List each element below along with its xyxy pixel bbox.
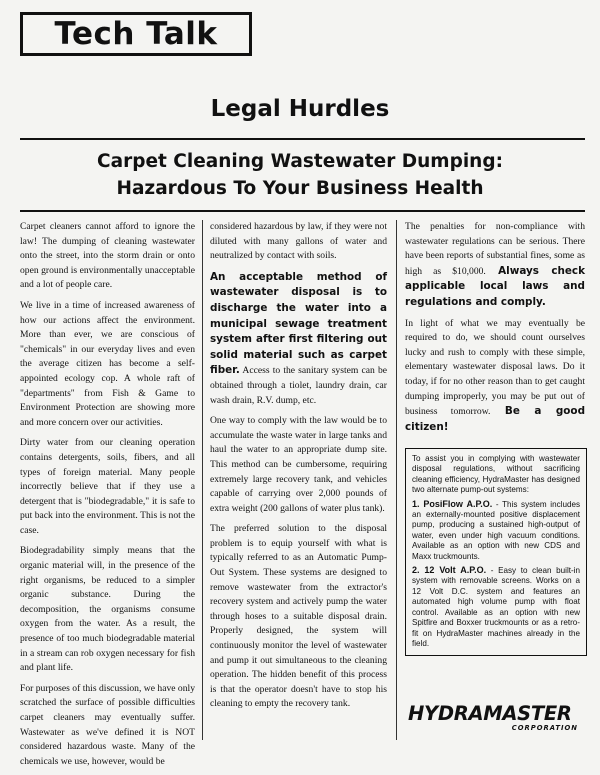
headline-line-2: Hazardous To Your Business Health	[116, 178, 484, 199]
option-1-text: - This system includes an externally-mounted positive displacement pump, producing a sustained high-output of water, even under high vacuum conditions. Available as an option with new CDS and Maxx truckmounts.	[412, 499, 580, 561]
paragraph: The preferred solution to the disposal problem is to equip yourself with what is typically referred to as an Automatic Pump-Out System. These systems are designed to remove wastewater from the extractor's recovery system and actively pump the water through hoses to a suitable disposal drain. Properly designed, the system will continuously monitor the level of wastewater and pump it out simultaneous to the cleaning operation. The hidden benefit of this process is that the operator doesn't have to stop his cleaning to empty the recovery tank.	[210, 523, 387, 710]
option-1-name: 1. PosiFlow A.P.O.	[412, 498, 493, 509]
paragraph: Biodegradability simply means that the organic material will, in the presence of the right organisms, be reduced to a simpler organic substance. During the decomposition, the organisms consume oxygen from the water. As a result, the presence of too much biodegradable material in a stream can rob oxygen necessary for fish and plant life.	[20, 545, 195, 674]
paragraph-text: The penalties for non-compliance with wastewater regulations can be serious. There have been reports of substantial fines, some as high as $10,000.	[405, 221, 585, 277]
logo-subtitle: CORPORATION	[511, 724, 578, 732]
section-title: Legal Hurdles	[210, 96, 390, 122]
paragraph	[405, 220, 585, 311]
paragraph-text: Access to the sanitary system can be obtained through a tiolet, laundry drain, car wash drain, R.V. dump, etc.	[210, 365, 387, 406]
hydramaster-logo	[408, 704, 586, 732]
paragraph: We live in a time of increased awareness of how our actions affect the environment. More than ever, we are conscious of "chemicals" in our everyday lives and even the average citizen has become a self-appointed ecology cop. A whole raft of "departments" from Fish & Game to Environment Protection are showing more and more concern over our activities.	[20, 299, 195, 428]
paragraph: One way to comply with the law would be to accumulate the waste water in large tanks and haul the water to an appropriate dump site. This method can be cumbersome, requiring extremely large recovery tank, and vehicles capable of carrying over 2,000 pounds of extra weight (200 gallons of water plus tank).	[210, 415, 387, 514]
emphasis-text: Always check applicable local laws and regulations and comply.	[405, 264, 585, 308]
article-column-1	[20, 220, 195, 775]
option-2-name: 2. 12 Volt A.P.O.	[412, 565, 487, 576]
paragraph	[210, 270, 387, 408]
article-column-3	[405, 220, 585, 441]
article-headline	[0, 148, 600, 202]
box-intro: To assist you in complying with wastewater disposal regulations, without sacrificing cleaning efficiency, HydraMaster has designed two alternate pump-out systems:	[412, 454, 580, 495]
option-2-text: - Easy to clean built-in system with removable screens. Works on a 12 Volt D.C. system and features an automated high volume pump with float control. Available as an option with new Spitfire and Boxxer truckmounts or as a retro-fit on HydraMaster machines already in the field.	[412, 566, 581, 648]
divider-top	[20, 138, 585, 140]
paragraph-text: In light of what we may eventually be required to do, we should count ourselves lucky and rush to comply with these simple, elementary wastewater disposal laws. Do it today, if for no other reason than to get caught dumping improperly, you may be put out of business tomorrow.	[405, 317, 585, 418]
option-1	[412, 499, 580, 562]
emphasis-text: Be a good citizen!	[405, 405, 586, 433]
logo-name: HYDRAMASTER	[408, 702, 572, 725]
divider-bottom	[20, 210, 585, 212]
article-column-2	[210, 220, 387, 718]
headline-line-1: Carpet Cleaning Wastewater Dumping:	[97, 151, 503, 172]
paragraph: considered hazardous by law, if they were not diluted with many gallons of water and neutralized by contact with soils.	[210, 221, 387, 262]
emphasis-text: An acceptable method of wastewater disposal is to discharge the water into a municipal sewage treatment system after first filtering out solid material such as carpet fiber.	[210, 270, 387, 377]
paragraph: For purposes of this discussion, we have only scratched the surface of possible difficulties carpet cleaners may eventually suffer. Wastewater as we've defined it is NOT considered hazardous waste. Many of the chemicals we use, however, would be	[20, 682, 195, 767]
option-2	[412, 565, 580, 649]
paragraph: Dirty water from our cleaning operation contains detergents, soils, fibers, and all types of foreign material. Many people incorrectly believe that if they use a detergent that is "biodegradable," it is safe to put back into the environment. This is not the case.	[20, 437, 195, 536]
paragraph: Carpet cleaners cannot afford to ignore the law! The dumping of cleaning wastewater onto the street, into the storm drain or onto open ground is environmentally unacceptable and a lot of people care.	[20, 221, 195, 291]
paragraph	[405, 317, 585, 436]
pump-out-systems-box	[405, 448, 587, 656]
masthead-title: Tech Talk	[20, 12, 252, 56]
column-divider-1	[202, 220, 203, 740]
column-divider-2	[396, 220, 397, 740]
